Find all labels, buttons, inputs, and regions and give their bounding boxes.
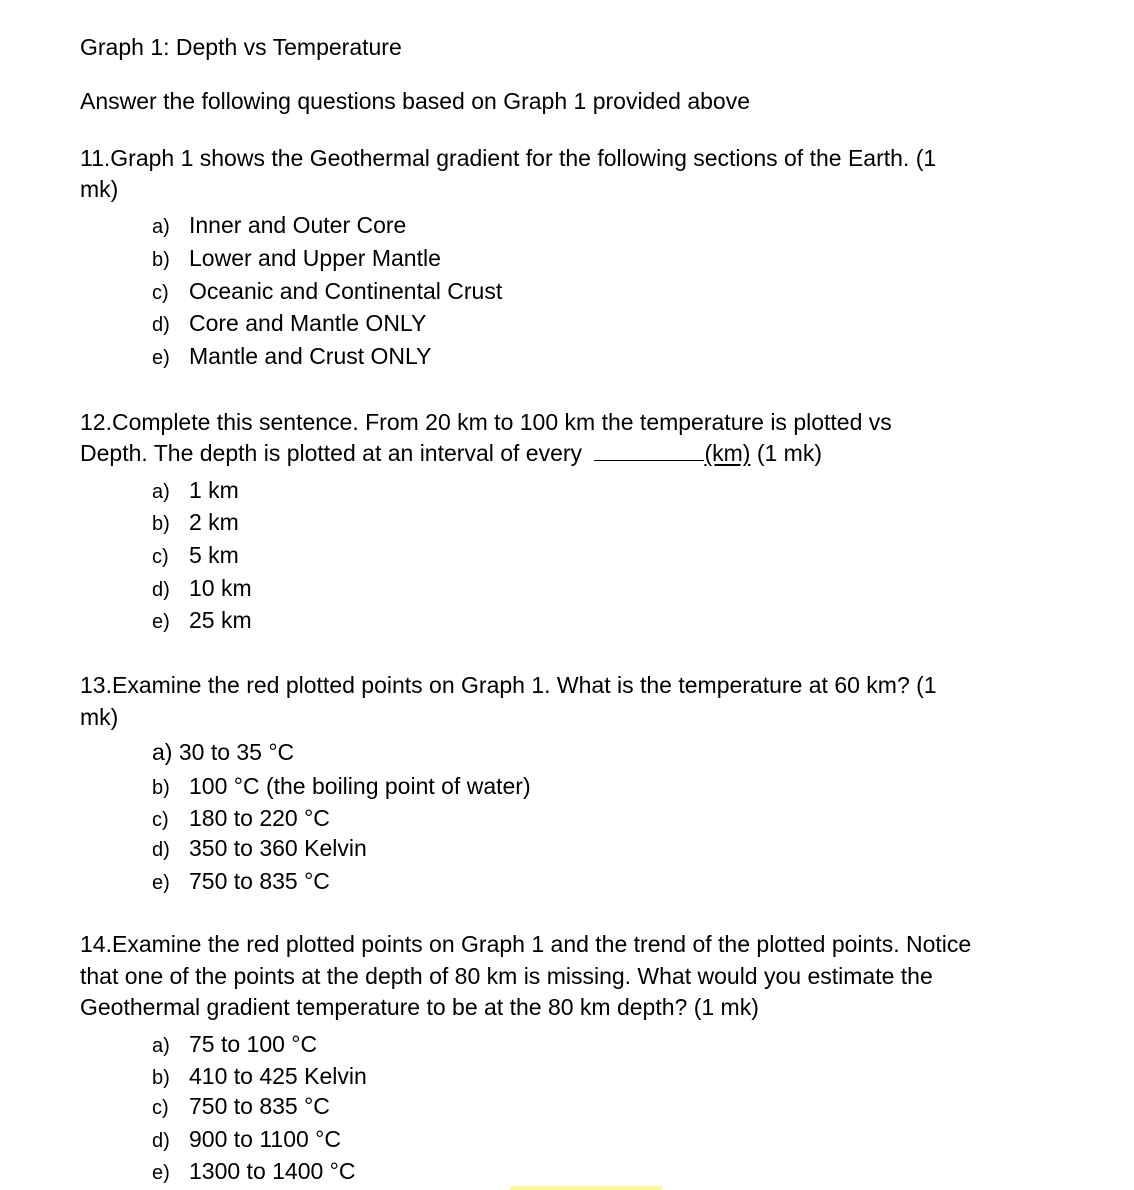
option-text: Mantle and Crust ONLY: [189, 343, 432, 369]
option-text: Core and Mantle ONLY: [189, 310, 427, 336]
option-letter: e): [152, 347, 170, 369]
option-letter: c): [152, 809, 169, 831]
option-letter: d): [152, 579, 170, 601]
option-letter: d): [152, 314, 170, 336]
option-letter: c): [152, 546, 169, 568]
question-marks: (1 mk): [756, 440, 822, 466]
question-stem: 13.Examine the red plotted points on Graph 1. What is the temperature at 60 km? (1: [80, 672, 937, 698]
option-text: 100 °C (the boiling point of water): [189, 773, 531, 799]
question-stem: 11.Graph 1 shows the Geothermal gradient for the following sections of the Earth. (1: [80, 145, 937, 171]
option-letter: e): [152, 872, 170, 894]
question-stem: Geothermal gradient temperature to be at the 80 km depth? (1 mk): [80, 994, 759, 1020]
answer-option[interactable]: [152, 1029, 317, 1062]
blank-unit: (km): [704, 440, 751, 466]
option-letter: b): [152, 513, 170, 535]
answer-option[interactable]: [152, 833, 367, 866]
option-letter: a): [152, 216, 170, 238]
option-letter: c): [152, 282, 169, 304]
answer-option[interactable]: [152, 605, 252, 638]
option-letter: d): [152, 1130, 170, 1152]
option-text: 30 to 35 °C: [178, 739, 295, 765]
answer-option[interactable]: [152, 771, 531, 804]
highlight-strip: [510, 1186, 662, 1190]
answer-option[interactable]: [152, 210, 406, 243]
answer-option[interactable]: [152, 1061, 367, 1094]
option-text: 25 km: [189, 607, 252, 633]
answer-option[interactable]: [152, 803, 330, 836]
option-text: Lower and Upper Mantle: [189, 245, 441, 271]
option-text: 2 km: [189, 509, 239, 535]
option-text: 750 to 835 °C: [189, 868, 330, 894]
option-text: 350 to 360 Kelvin: [189, 835, 367, 861]
option-text: 1300 to 1400 °C: [189, 1158, 356, 1184]
option-letter: b): [152, 777, 170, 799]
answer-option[interactable]: [152, 243, 441, 276]
answer-option[interactable]: [152, 573, 252, 606]
option-text: 1 km: [189, 477, 239, 503]
question-stem: 12.Complete this sentence. From 20 km to 100 km the temperature is plotted vs: [80, 409, 892, 435]
answer-option[interactable]: [152, 1124, 341, 1157]
option-text: 75 to 100 °C: [189, 1031, 318, 1057]
option-letter: b): [152, 1067, 170, 1089]
option-letter: c): [152, 1097, 169, 1119]
answer-option[interactable]: [152, 475, 239, 508]
option-text: Oceanic and Continental Crust: [189, 278, 503, 304]
instructions: Answer the following questions based on Graph 1 provided above: [80, 88, 750, 114]
answer-option[interactable]: [152, 866, 330, 899]
question-stem: 14.Examine the red plotted points on Graph 1 and the trend of the plotted points. Notice: [80, 931, 972, 957]
option-text: 410 to 425 Kelvin: [189, 1063, 367, 1089]
question-stem-text: Depth. The depth is plotted at an interval of every: [80, 440, 583, 466]
option-text: 180 to 220 °C: [189, 805, 330, 831]
option-letter: d): [152, 839, 170, 861]
option-letter: e): [152, 611, 170, 633]
answer-option[interactable]: [152, 540, 239, 573]
option-letter: b): [152, 249, 170, 271]
answer-option[interactable]: [152, 737, 294, 768]
question-stem: [80, 438, 822, 469]
option-letter: a): [152, 1035, 170, 1057]
option-text: 5 km: [189, 542, 239, 568]
question-stem: mk): [80, 704, 119, 730]
page-heading: Graph 1: Depth vs Temperature: [80, 34, 402, 60]
option-text: Inner and Outer Core: [189, 212, 407, 238]
option-letter: a): [152, 739, 173, 765]
option-text: 900 to 1100 °C: [189, 1126, 341, 1152]
answer-option[interactable]: [152, 1091, 330, 1124]
option-text: 10 km: [189, 575, 252, 601]
fill-in-blank[interactable]: [594, 438, 704, 461]
answer-option[interactable]: [152, 507, 239, 540]
answer-option[interactable]: [152, 276, 502, 309]
option-letter: a): [152, 481, 170, 503]
answer-option[interactable]: [152, 308, 426, 341]
question-stem: that one of the points at the depth of 80 km is missing. What would you estimate the: [80, 963, 933, 989]
answer-option[interactable]: [152, 341, 431, 374]
question-stem: mk): [80, 176, 119, 202]
option-letter: e): [152, 1162, 170, 1184]
answer-option[interactable]: [152, 1156, 356, 1189]
option-text: 750 to 835 °C: [189, 1093, 330, 1119]
